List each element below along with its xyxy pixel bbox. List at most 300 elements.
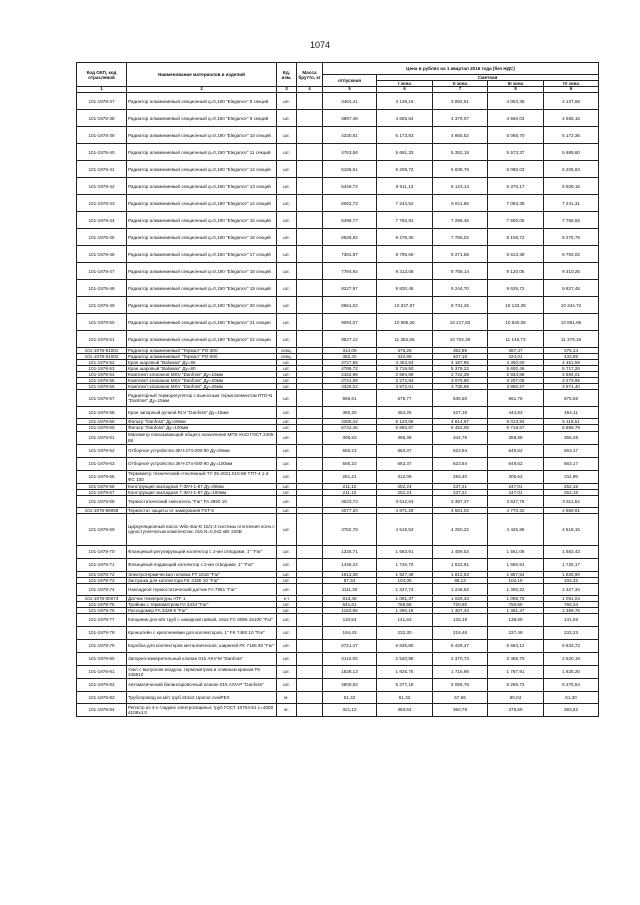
row-price-zone-1: 4 871,29 (377, 507, 433, 513)
table-row (77, 678, 599, 691)
row-name: Фильтр "Danfoss" Ду=100мм (127, 425, 277, 431)
row-name: Радиатор алюминиевый секционный q=0,190 "Elegance" 17 секций (127, 246, 277, 263)
row-price-zone-1: 663,37 (377, 444, 433, 457)
row-mass (297, 280, 323, 297)
row-name: Электротермическая головка FT 1918 "Far" (127, 571, 277, 577)
row-name: Трубопровод из м/п труб d16х2 Uponor evalPEX (127, 691, 277, 703)
row-release-price: 3762,78 (323, 513, 377, 545)
row-price-zone-1: 232,30 (377, 626, 433, 639)
row-price-zone-1: 6 860,87 (377, 425, 433, 431)
row-price-zone-3: 3 207,06 (488, 378, 544, 384)
row-price-zone-3: 661,76 (488, 390, 544, 407)
row-price-zone-2: 2 722,39 (433, 372, 488, 378)
row-price-zone-4: 311,99 (544, 470, 599, 483)
row-unit: шт. (277, 483, 297, 489)
table-row (77, 110, 599, 127)
row-price-zone-4: 2 894,01 (544, 372, 599, 378)
row-price-zone-1: 663,37 (377, 457, 433, 470)
price-table (76, 62, 599, 717)
row-code: 101-1978-49 (77, 297, 127, 314)
row-mass (297, 297, 323, 314)
row-price-zone-3: 1 551,08 (488, 545, 544, 558)
row-unit: шт. (277, 263, 297, 280)
header-mass: Масса брутто, кг (297, 63, 323, 87)
row-name: Конструкция закладная 7-ЗКЧ-1-87 Ду=100мм (127, 489, 277, 495)
row-name: Радиатор алюминиевый секционный q=0,190 "Elegance" 12 секций (127, 161, 277, 178)
row-price-zone-3: 358,98 (488, 431, 544, 444)
row-unit: шт. (277, 507, 297, 513)
row-price-zone-3: 444,83 (488, 407, 544, 419)
row-name: Концевик для м/п труб с накидной гайкой, 16х2 FC 6055 16100 "Far" (127, 613, 277, 626)
row-unit: шт. (277, 195, 297, 212)
row-price-zone-3: 9 120,06 (488, 263, 544, 280)
row-price-zone-1: 6 511,13 (377, 178, 433, 195)
row-mass (297, 93, 323, 110)
row-price-zone-4: 366,48 (544, 431, 599, 444)
row-code: 101-1978-77 (77, 613, 127, 626)
row-code: 101-1978-45 (77, 229, 127, 246)
row-release-price: 4789,72 (323, 366, 377, 372)
row-price-zone-4: 6 509,15 (544, 178, 599, 195)
row-price-zone-3: 8 613,39 (488, 246, 544, 263)
column-number: 5 (323, 87, 377, 93)
row-name: Коробка для коллекторов металлическая, шириной FK 7155 60 "Far" (127, 639, 277, 652)
row-price-zone-2: 635,50 (433, 390, 488, 407)
row-release-price: 3023,73 (323, 495, 377, 507)
table-row (77, 280, 599, 297)
row-release-price: 1613,38 (323, 571, 377, 577)
row-unit: к-т (277, 595, 297, 601)
row-price-zone-4: 7 241,31 (544, 195, 599, 212)
row-price-zone-1: 366,38 (377, 431, 433, 444)
row-price-zone-1: 3 612,64 (377, 495, 433, 507)
row-price-zone-2: 352,89 (433, 348, 488, 354)
row-price-zone-4: 11 379,19 (544, 331, 599, 348)
row-code: 101-1978-75 (77, 601, 127, 607)
row-release-price: 3464,41 (323, 93, 377, 110)
row-price-zone-4: 1 926,90 (544, 571, 599, 577)
row-release-price: 555,23 (323, 444, 377, 457)
row-price-zone-2: 1 716,96 (433, 665, 488, 678)
row-release-price: 211,12 (323, 489, 377, 495)
row-mass (297, 246, 323, 263)
row-mass (297, 127, 323, 144)
row-price-zone-3: 1 068,75 (488, 595, 544, 601)
row-name: Радиатор алюминиевый секционный q=0,190 "Elegance" 18 секций (127, 263, 277, 280)
row-price-zone-3: 138,69 (488, 613, 544, 626)
row-release-price: 8227,97 (323, 280, 377, 297)
row-name: Радиатор алюминиевый секционный q=0,190 "Elegance" 8 секций (127, 93, 277, 110)
row-code: 101-1978-43 (77, 195, 127, 212)
row-price-zone-2: 4 581,02 (433, 507, 488, 513)
row-price-zone-4: 675,56 (544, 390, 599, 407)
row-unit: шт. (277, 161, 297, 178)
row-price-zone-2: 237,21 (433, 483, 488, 489)
row-price-zone-4: 4 451,59 (544, 360, 599, 366)
row-name: Комплект клапанов MSV "Danfoss" Ду=25мм (127, 384, 277, 390)
header-code: Код ОКП, код отраслевой (77, 63, 127, 87)
row-name: Автоматический балансировочный клапан 015 ASV-P "Danfoss" (127, 678, 277, 691)
row-price-zone-4: 5 375,54 (544, 678, 599, 691)
row-name: Накладной термостатический датчик FA 7951 "Far" (127, 583, 277, 595)
row-name: Радиатор алюминиевый секционный q=0,190 "Elegance" 19 секций (127, 280, 277, 297)
row-price-zone-4: 5 118,51 (544, 419, 599, 425)
row-price-zone-4: 61,30 (544, 691, 599, 703)
row-price-zone-2: 293,40 (433, 470, 488, 483)
row-price-zone-1: 104,35 (377, 577, 433, 583)
row-release-price: 5196,61 (323, 161, 377, 178)
row-release-price: 4330,51 (323, 127, 377, 144)
row-code: 101-1978-53 (77, 366, 127, 372)
table-row (77, 195, 599, 212)
row-price-zone-4: 252,16 (544, 483, 599, 489)
row-code: 101-1978-51002 (77, 354, 127, 360)
row-price-zone-3: 10 133,39 (488, 297, 544, 314)
row-name: Расходомер FA 3429 8 "Far" (127, 607, 277, 613)
row-price-zone-2: 4 187,86 (433, 360, 488, 366)
column-number: 8 (488, 87, 544, 93)
table-row (77, 127, 599, 144)
row-mass (297, 178, 323, 195)
row-price-zone-1: 141,63 (377, 613, 433, 626)
row-mass (297, 691, 323, 703)
row-price-zone-2: 1 623,81 (433, 558, 488, 571)
row-price-zone-1: 5 377,18 (377, 678, 433, 691)
row-unit: шт. (277, 545, 297, 558)
header-zone-4: IV зона (544, 81, 599, 87)
row-price-zone-1: 11 382,65 (377, 331, 433, 348)
column-number: 6 (377, 87, 433, 93)
row-price-zone-4: 663,17 (544, 444, 599, 457)
row-code: 101-1978-56 (77, 384, 127, 390)
row-mass (297, 703, 323, 716)
row-price-zone-4: 3 971,40 (544, 384, 599, 390)
row-price-zone-2: 1 489,53 (433, 545, 488, 558)
row-mass (297, 639, 323, 652)
row-price-zone-4: 232,23 (544, 626, 599, 639)
row-code: 101-1978-79 (77, 639, 127, 652)
row-price-zone-1: 4 453,54 (377, 360, 433, 366)
row-release-price: 4077,20 (323, 507, 377, 513)
row-price-zone-1: 252,24 (377, 489, 433, 495)
row-price-zone-3: 424,01 (488, 354, 544, 360)
table-row (77, 558, 599, 571)
row-price-zone-1: 2 520,95 (377, 652, 433, 665)
row-unit: шт. (277, 144, 297, 161)
row-price-zone-1: 10 347,87 (377, 297, 433, 314)
row-unit: шт. (277, 110, 297, 127)
row-price-zone-2: 57,66 (433, 691, 488, 703)
row-name: Радиатор алюминиевый секционный q=0,190 "Elegance" 16 секций (127, 229, 277, 246)
row-price-zone-1: 10 865,26 (377, 314, 433, 331)
row-price-zone-1: 61,32 (377, 691, 433, 703)
row-price-zone-3: 367,47 (488, 348, 544, 354)
row-price-zone-3: 2 468,70 (488, 652, 544, 665)
row-code: 101-1978-66 (77, 483, 127, 489)
table-row (77, 314, 599, 331)
row-price-zone-4: 6 206,83 (544, 161, 599, 178)
row-price-zone-2: 5 378,22 (433, 366, 488, 372)
row-price-zone-3: 7 600,05 (488, 212, 544, 229)
row-price-zone-2: 3 397,37 (433, 495, 488, 507)
row-price-zone-3: 649,62 (488, 457, 544, 470)
row-price-zone-3: 3 890,27 (488, 384, 544, 390)
row-mass (297, 665, 323, 678)
row-price-zone-4: 5 717,26 (544, 366, 599, 372)
row-code: 101-1978-44 (77, 212, 127, 229)
row-price-zone-3: 102,19 (488, 577, 544, 583)
row-price-zone-1: 5 719,50 (377, 366, 433, 372)
row-price-zone-2: 7 298,45 (433, 212, 488, 229)
row-code: 101-1978-47 (77, 263, 127, 280)
row-price-zone-1: 8 278,30 (377, 229, 433, 246)
row-price-zone-2: 4 865,52 (433, 127, 488, 144)
row-price-zone-3: 11 146,73 (488, 331, 544, 348)
row-price-zone-4: 5 689,60 (544, 144, 599, 161)
row-release-price: 118,54 (323, 613, 377, 626)
row-price-zone-4: 6 858,79 (544, 425, 599, 431)
row-name: Фланцевый регулирующий коллектор с 2-мя отводами, 1" "Far" (127, 545, 277, 558)
row-price-zone-3: 4 770,32 (488, 507, 544, 513)
row-mass (297, 390, 323, 407)
row-price-zone-2: 218,46 (433, 626, 488, 639)
table-row (77, 390, 599, 407)
row-mass (297, 314, 323, 331)
table-row (77, 246, 599, 263)
row-price-zone-2: 623,84 (433, 444, 488, 457)
row-unit: шт. (277, 407, 297, 419)
row-price-zone-3: 305,62 (488, 470, 544, 483)
row-price-zone-3: 1 887,54 (488, 571, 544, 577)
row-code: 101-1978-59 (77, 419, 127, 425)
row-name: Термометр технический стеклянный ТУ 25-2021.010-89 ТТП-4 1-2 ФС 100 (127, 470, 277, 483)
row-release-price: 3897,46 (323, 110, 377, 127)
row-unit: шт. (277, 495, 297, 507)
row-price-zone-2: 98,13 (433, 577, 488, 583)
table-row (77, 331, 599, 348)
table-row (77, 639, 599, 652)
table-row (77, 665, 599, 678)
row-price-zone-2: 9 244,70 (433, 280, 488, 297)
row-price-zone-3: 1 300,22 (488, 583, 544, 595)
row-code: 101-1978-52 (77, 360, 127, 366)
row-code: 101-1978-70 (77, 545, 127, 558)
row-release-price: 7361,87 (323, 246, 377, 263)
row-unit: шт. (277, 229, 297, 246)
row-name: Конструкция закладная 7-ЗКЧ-1-87 Ду=80мм (127, 483, 277, 489)
row-price-zone-2: 3 892,51 (433, 93, 488, 110)
row-price-zone-3: 5 066,70 (488, 127, 544, 144)
table-row (77, 626, 599, 639)
row-price-zone-2: 344,75 (433, 431, 488, 444)
row-mass (297, 263, 323, 280)
row-mass (297, 652, 323, 665)
row-code: 101-1978-69 (77, 513, 127, 545)
row-code: 101-1978-82 (77, 678, 127, 691)
row-mass (297, 161, 323, 178)
row-unit: шт. (277, 665, 297, 678)
row-price-zone-1: 4 656,54 (377, 110, 433, 127)
row-unit: секц. (277, 354, 297, 360)
row-price-zone-3: 9 626,72 (488, 280, 544, 297)
row-release-price: 5449,72 (323, 178, 377, 195)
row-mass (297, 583, 323, 595)
row-name: Манометр показывающий общего назначения МП3-Ух10 ГОСТ 2405-88 (128, 432, 275, 443)
row-unit: шт. (277, 280, 297, 297)
row-price-zone-1: 1 825,75 (377, 665, 433, 678)
table-row (77, 444, 599, 457)
row-mass (297, 457, 323, 470)
row-mass (297, 495, 323, 507)
row-name: Фланцевый подающий коллектор с 2-мя отводами, 1" "Far" (127, 558, 277, 571)
row-price-zone-2: 1 026,34 (433, 595, 488, 601)
row-price-zone-4: 8 793,02 (544, 246, 599, 263)
row-name: Регистр из 4-х гладких электросварных труб ГОСТ 10704-91 L=4000 d108х4,0 (127, 703, 277, 716)
row-price-zone-3: 649,62 (488, 444, 544, 457)
table-row (77, 613, 599, 626)
row-price-zone-1: 8 795,69 (377, 246, 433, 263)
row-mass (297, 558, 323, 571)
row-price-zone-4: 375,14 (544, 348, 599, 354)
row-price-zone-4: 4 869,81 (544, 507, 599, 513)
row-mass (297, 545, 323, 558)
row-price-zone-4: 663,17 (544, 457, 599, 470)
row-mass (297, 470, 323, 483)
row-price-zone-3: 6 718,67 (488, 425, 544, 431)
row-price-zone-3: 5 013,94 (488, 419, 544, 425)
row-name: Радиатор алюминиевый секционный q=0,190 "Elegance" 10 секций (127, 127, 277, 144)
table-row (77, 212, 599, 229)
table-row (77, 495, 599, 507)
table-row (77, 652, 599, 665)
row-name: Запорно-измерительный клапан 015 ASV-M "Danfoss" (127, 652, 277, 665)
row-price-zone-2: 6 452,05 (433, 425, 488, 431)
row-unit: шт. (277, 444, 297, 457)
row-unit: шт. (277, 419, 297, 425)
row-price-zone-2: 9 731,26 (433, 297, 488, 314)
row-code: 101-1978-76 (77, 607, 127, 613)
header-unit: Ед. изм. (277, 63, 297, 87)
row-unit: шт. (277, 360, 297, 366)
row-release-price: 1163,58 (323, 607, 377, 613)
row-price-zone-4: 383,52 (544, 703, 599, 716)
row-release-price: 6928,82 (323, 229, 377, 246)
row-release-price: 306,53 (323, 431, 377, 444)
row-price-zone-1: 1 583,91 (377, 545, 433, 558)
row-price-zone-2: 5 838,76 (433, 161, 488, 178)
row-price-zone-2: 3 079,80 (433, 378, 488, 384)
row-price-zone-3: 7 093,38 (488, 195, 544, 212)
row-price-zone-3: 750,69 (488, 601, 544, 607)
row-name: Кран запорный ручной RLV "Danfoss" Ду=15мм (127, 407, 277, 419)
row-name: Циркуляционный насос Wilo-star-E 15/1-3 системы отопления полн.с одноступенчатым комплектом, 015 N=0,042 кВт 220В (127, 513, 277, 545)
row-price-zone-1: 252,24 (377, 483, 433, 489)
row-release-price: 3325,02 (323, 384, 377, 390)
row-price-zone-2: 1 307,34 (433, 607, 488, 613)
row-release-price: 362,40 (323, 354, 377, 360)
row-unit: шт. (277, 93, 297, 110)
page-number: 1074 (309, 40, 331, 50)
row-price-zone-1: 2 894,89 (377, 372, 433, 378)
row-release-price: 2110,00 (323, 652, 377, 665)
row-code: 101-1978-73 (77, 577, 127, 583)
row-mass (297, 110, 323, 127)
row-name: Радиатор алюминиевый секционный q=0,190 "Elegance" 15 секций (127, 212, 277, 229)
row-unit: секц. (277, 348, 297, 354)
row-release-price: 2422,96 (323, 372, 377, 378)
table-row (77, 457, 599, 470)
row-price-zone-3: 10 640,06 (488, 314, 544, 331)
row-release-price: 2741,08 (323, 378, 377, 384)
row-release-price: 5721,47 (323, 639, 377, 652)
row-release-price: 51,32 (323, 691, 377, 703)
row-release-price: 4285,42 (323, 419, 377, 425)
row-name: Радиатор алюминиевый секционный q=0,190 "Elegance" 9 секций (127, 110, 277, 127)
column-number: 7 (433, 87, 488, 93)
table-row (77, 229, 599, 246)
row-price-zone-4: 104,32 (544, 577, 599, 583)
table-row (77, 470, 599, 483)
row-price-zone-3: 1 361,37 (488, 607, 544, 613)
row-code: 101-1978-58 (77, 407, 127, 419)
row-name: Фильтр "Danfoss" Ду=80мм (127, 419, 277, 425)
row-code: 101-1978-67 (77, 489, 127, 495)
row-release-price: 8661,02 (323, 297, 377, 314)
row-price-zone-3: 1 787,91 (488, 665, 544, 678)
row-price-zone-1: 5 173,93 (377, 127, 433, 144)
row-name: Отборное устройство ЗКЧ-274-000-90 Ду=100мм (127, 457, 277, 470)
row-price-zone-1: 6 208,72 (377, 161, 433, 178)
row-price-zone-2: 2 370,73 (433, 652, 488, 665)
row-name: Кран шаровый "Baloмax" Ду=80 (127, 366, 277, 372)
row-price-zone-3: 247,01 (488, 489, 544, 495)
row-price-zone-4: 1 389,76 (544, 607, 599, 613)
row-price-zone-3: 6 694,12 (488, 639, 544, 652)
row-release-price: 314,09 (323, 348, 377, 354)
row-release-price: 211,12 (323, 483, 377, 489)
row-code: 101-1978-51001 (77, 348, 127, 354)
row-name: Кронштейн с креплениями для коллекторов, 1" FK 7480 10 "Far" (127, 626, 277, 639)
row-name: Датчик температуры ATF 1 (127, 595, 277, 601)
row-mass (297, 678, 323, 691)
row-release-price: 565,61 (323, 390, 377, 407)
row-unit: шт. (277, 127, 297, 144)
table-row (77, 93, 599, 110)
row-code: 101-1978-72 (77, 571, 127, 577)
table-row (77, 407, 599, 419)
row-code: 101-1978-00074 (77, 595, 127, 601)
table-row (77, 297, 599, 314)
row-price-zone-3: 5 265,73 (488, 678, 544, 691)
row-mass (297, 195, 323, 212)
row-code: 101-1978-80 (77, 652, 127, 665)
row-unit: шт. (277, 489, 297, 495)
row-release-price: 1111,30 (323, 583, 377, 595)
row-unit: шт. (277, 331, 297, 348)
row-price-zone-1: 454,25 (377, 407, 433, 419)
row-unit: шт. (277, 613, 297, 626)
row-mass (297, 144, 323, 161)
row-mass (297, 444, 323, 457)
table-row (77, 161, 599, 178)
row-name: Радиатор алюминиевый секционный q=0,190 "Elegance" 20 секций (127, 297, 277, 314)
row-price-zone-1: 5 691,33 (377, 144, 433, 161)
row-unit: шт. (277, 384, 297, 390)
row-price-zone-3: 6 080,03 (488, 161, 544, 178)
row-price-zone-1: 766,58 (377, 601, 433, 607)
table-row (77, 583, 599, 595)
table-row (77, 144, 599, 161)
